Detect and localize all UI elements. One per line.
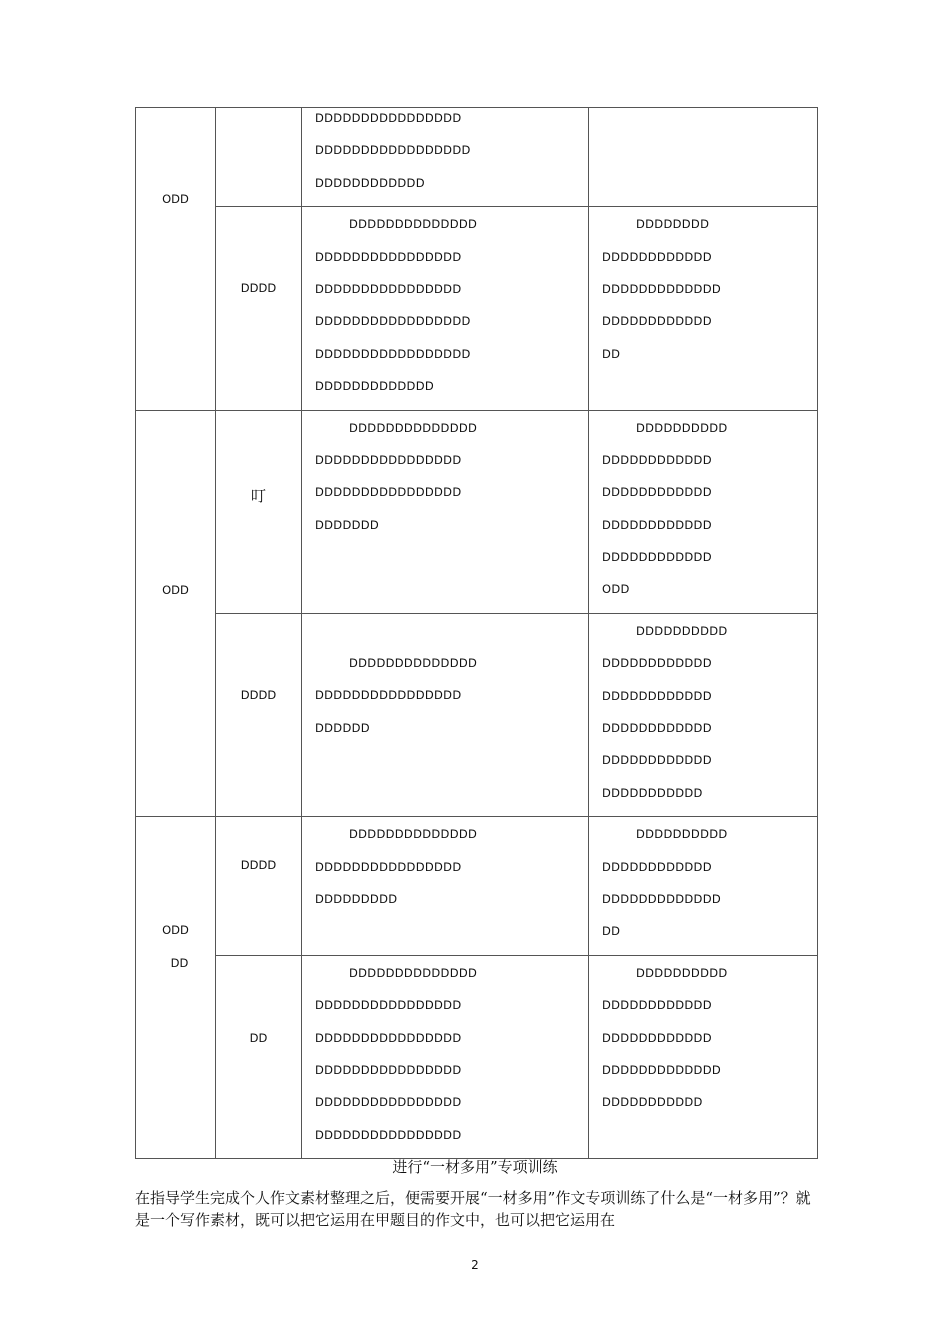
text-line: DDDDDDDDDDDDDDDD — [315, 1062, 462, 1077]
table-row — [136, 108, 818, 207]
text-line: DDDDDDDDDDDDDDDD — [315, 111, 462, 125]
row-type: DDDD — [240, 858, 277, 873]
text-line: DDDDDDDDDDDD — [602, 753, 712, 768]
text-line: DDDDDDDDDDDD — [602, 721, 712, 736]
group-label: ODD — [162, 192, 189, 206]
table-row — [136, 410, 818, 613]
right-text-cell — [589, 955, 818, 1158]
text-line: DDDDDDD — [315, 517, 380, 532]
type-cell — [216, 613, 302, 816]
left-text-cell — [302, 108, 589, 207]
group-label-sub: DD — [170, 956, 189, 971]
text-line: DDDDDDDDDDDDDDDD — [315, 1127, 462, 1142]
text-line: DDDDDDDDDDDD — [602, 1030, 712, 1045]
text-line: DDDDDDDDDDDD — [602, 314, 712, 329]
type-cell — [216, 108, 302, 207]
text-line: DDDDDDDDDDDDD — [602, 1062, 722, 1077]
text-line: DDDDDDDDDDDDDDDD — [315, 452, 462, 467]
right-text-cell — [589, 613, 818, 816]
text-line: DDDDDDDDDDDDDDDD — [315, 249, 462, 264]
text-line: DDDDDDDDDDDD — [602, 688, 712, 703]
text-line: DDDDDDDDDDDDDDDD — [315, 688, 462, 703]
type-cell — [216, 207, 302, 410]
right-text-cell — [589, 108, 818, 207]
text-line: DDDDDDDDDD — [636, 420, 728, 435]
left-text-cell — [302, 613, 589, 816]
text-line: DDDDDDDDDDDD — [602, 656, 712, 671]
page-number: 2 — [471, 1258, 479, 1272]
text-line: DDDDDDDDDDDDDDDDD — [315, 314, 471, 329]
group-label-cell — [136, 817, 216, 1159]
text-line: DDDDDDDDDDDDDDDD — [315, 859, 462, 874]
text-line: DDDDDDDDD — [315, 891, 398, 906]
text-line: DDDDDDDDDDDDDDDD — [315, 1030, 462, 1045]
left-text-cell — [302, 955, 589, 1158]
text-line: DDDDDDDDDD — [636, 623, 728, 638]
group-label-cell — [136, 410, 216, 817]
text-line: DDDDDDDDDDDDDD — [349, 420, 478, 435]
text-line: DDDDDDDDDDDDDD — [349, 827, 478, 842]
table-row — [136, 955, 818, 1158]
text-line: DD — [602, 924, 621, 939]
text-line: DDDDDDDDDDDD — [602, 249, 712, 264]
text-line: DDDDDDDDDDDDDDDDD — [315, 143, 471, 158]
text-line: DDDDDD — [315, 720, 370, 735]
text-line: DDDDDDDDDDDD — [602, 517, 712, 532]
left-text-cell — [302, 207, 589, 410]
text-line: DDDDDDDD — [636, 217, 710, 232]
table-row — [136, 613, 818, 816]
text-line: DDDDDDDDDDDDDDDDD — [315, 346, 471, 361]
row-type: DDDD — [240, 281, 277, 296]
type-cell — [216, 410, 302, 613]
right-text-cell — [589, 817, 818, 956]
text-line: DDDDDDDDDDDDDDDD — [315, 998, 462, 1013]
text-line: DDDDDDDDDDD — [602, 785, 703, 800]
right-text-cell — [589, 410, 818, 613]
text-line: DDDDDDDDDD — [636, 965, 728, 980]
table-row — [136, 817, 818, 956]
right-text-cell — [589, 207, 818, 410]
text-line: DDDDDDDDDDDD — [602, 998, 712, 1013]
type-cell — [216, 955, 302, 1158]
section-heading: 进行“一材多用”专项训练 — [392, 1158, 558, 1176]
text-line: DDDDDDDDDDDD — [602, 452, 712, 467]
text-line: DDDDDDDDDDDDD — [602, 891, 722, 906]
group-label: ODD — [162, 582, 189, 597]
materials-table — [135, 107, 818, 1159]
text-line: DDDDDDDDDDDDD — [315, 379, 435, 394]
text-line: DDDDDDDDDDDD — [315, 175, 425, 190]
text-line: ODD — [602, 582, 630, 597]
group-label: ODD — [162, 923, 189, 938]
body-paragraph: 在指导学生完成个人作文素材整理之后，便需要开展“一材多用”作文专项训练了什么是“一材多用”？就是一个写作素材，既可以把它运用在甲题目的作文中，也可以把它运用在 — [135, 1189, 811, 1229]
text-line: DDDDDDDDDDDD — [602, 550, 712, 565]
text-line: DDDDDDDDDDDDDD — [349, 655, 478, 670]
text-line: DDDDDDDDDDDDDDDD — [315, 1095, 462, 1110]
text-line: DDDDDDDDDDDDDD — [349, 217, 478, 232]
type-cell — [216, 817, 302, 956]
text-line: DDDDDDDDDDDDD — [602, 281, 722, 296]
row-type: 叮 — [250, 486, 266, 505]
row-type: DD — [249, 1030, 268, 1045]
text-line: DDDDDDDDDDDD — [602, 859, 712, 874]
text-line: DDDDDDDDDDDDDDDD — [315, 485, 462, 500]
text-line: DDDDDDDDDDDD — [602, 485, 712, 500]
text-line: DD — [602, 346, 621, 361]
left-text-cell — [302, 410, 589, 613]
table-row — [136, 207, 818, 410]
row-type: DDDD — [240, 687, 277, 702]
text-line: DDDDDDDDDDD — [602, 1095, 703, 1110]
left-text-cell — [302, 817, 589, 956]
text-line: DDDDDDDDDDDDDD — [349, 965, 478, 980]
group-label-cell — [136, 108, 216, 411]
text-line: DDDDDDDDDD — [636, 827, 728, 842]
text-line: DDDDDDDDDDDDDDDD — [315, 281, 462, 296]
